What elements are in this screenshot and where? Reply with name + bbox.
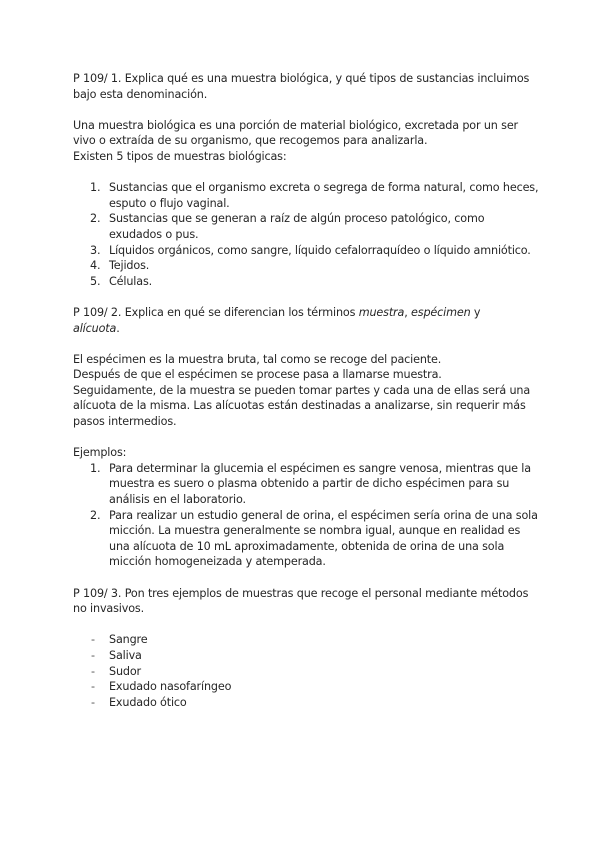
list-item-text: Sangre (109, 633, 148, 647)
list-marker: 5. (90, 274, 101, 288)
list-item-text: Líquidos orgánicos, como sangre, líquido cefalorraquídeo o líquido amniótico. (109, 243, 531, 257)
list-marker: 1. (90, 461, 101, 475)
list-item (73, 679, 540, 695)
list-marker: 3. (90, 243, 101, 257)
list-item-text: Exudado ótico (109, 695, 187, 709)
q1-question: P 109/ 1. Explica qué es una muestra biológica, y qué tipos de sustancias incluimos bajo esta denominación. (73, 72, 530, 101)
q2-examples-label: Ejemplos: (73, 446, 127, 460)
list-marker: - (91, 664, 95, 678)
list-item (73, 243, 540, 259)
term-alicuota: alícuota (73, 321, 117, 335)
list-item-text: Sustancias que el organismo excreta o segrega de forma natural, como heces, esputo o flujo vaginal. (109, 181, 539, 210)
q1-answer: Una muestra biológica es una porción de material biológico, excretada por un ser vivo o extraída de su organismo, que recogemos para analizarla. (73, 118, 518, 148)
list-item (73, 180, 540, 211)
list-item (73, 648, 540, 664)
q3-question: P 109/ 3. Pon tres ejemplos de muestras que recoge el personal mediante métodos no invasivos. (73, 586, 529, 616)
list-item (73, 664, 540, 680)
list-marker: - (91, 648, 95, 662)
list-item-text: Células. (109, 274, 153, 288)
list-item (73, 508, 540, 570)
list-marker: - (91, 633, 95, 647)
q2-question-end: . (116, 321, 120, 335)
q2-question-sep: , (404, 305, 412, 319)
list-item (73, 274, 540, 290)
list-marker: 2. (90, 508, 101, 522)
list-item-text: Para realizar un estudio general de orina, el espécimen sería orina de una sola micción. La muestra generalmente se nombra igual, aunque en realidad es una alícuota de 10 mL aproximadamente, obtenida de orina de una sola micción homogeneizada y atemperada. (109, 508, 538, 569)
q2-answer-2: Después de que el espécimen se procese pasa a llamarse muestra. (73, 368, 442, 382)
q2-question (73, 305, 540, 336)
list-marker: 2. (90, 212, 101, 226)
list-item-text: Sudor (109, 664, 141, 678)
list-item (73, 211, 540, 242)
q2-answer-1: El espécimen es la muestra bruta, tal como se recoge del paciente. (73, 352, 442, 366)
list-item (73, 632, 540, 648)
list-item-text: Exudado nasofaríngeo (109, 680, 232, 694)
term-muestra: muestra (358, 305, 405, 319)
q2-examples-list (73, 461, 540, 570)
list-item (73, 461, 540, 508)
list-item-text: Para determinar la glucemia el espécimen es sangre venosa, mientras que la muestra es suero o plasma obtenido a partir de dicho espécimen para su análisis en el laboratorio. (109, 461, 531, 507)
list-marker: - (91, 680, 95, 694)
list-item (73, 258, 540, 274)
q1-intro: Existen 5 tipos de muestras biológicas: (73, 149, 287, 163)
term-especimen: espécimen (411, 305, 471, 319)
q2-question-sep: y (470, 305, 481, 319)
q2-answer-3: Seguidamente, de la muestra se pueden tomar partes y cada una de ellas será una alícuota de la misma. Las alícuotas están destinadas a analizarse, sin requerir más pasos intermedios. (73, 383, 531, 429)
list-marker: - (91, 695, 95, 709)
q1-list (73, 180, 540, 289)
q3-list (73, 632, 540, 710)
list-marker: 4. (90, 259, 101, 273)
q2-question-prefix: P 109/ 2. Explica en qué se diferencian los términos (73, 305, 359, 319)
list-marker: 1. (90, 181, 101, 195)
list-item-text: Sustancias que se generan a raíz de algún proceso patológico, como exudados o pus. (109, 212, 485, 241)
list-item (73, 695, 540, 711)
list-item-text: Tejidos. (109, 259, 150, 273)
list-item-text: Saliva (109, 648, 142, 662)
